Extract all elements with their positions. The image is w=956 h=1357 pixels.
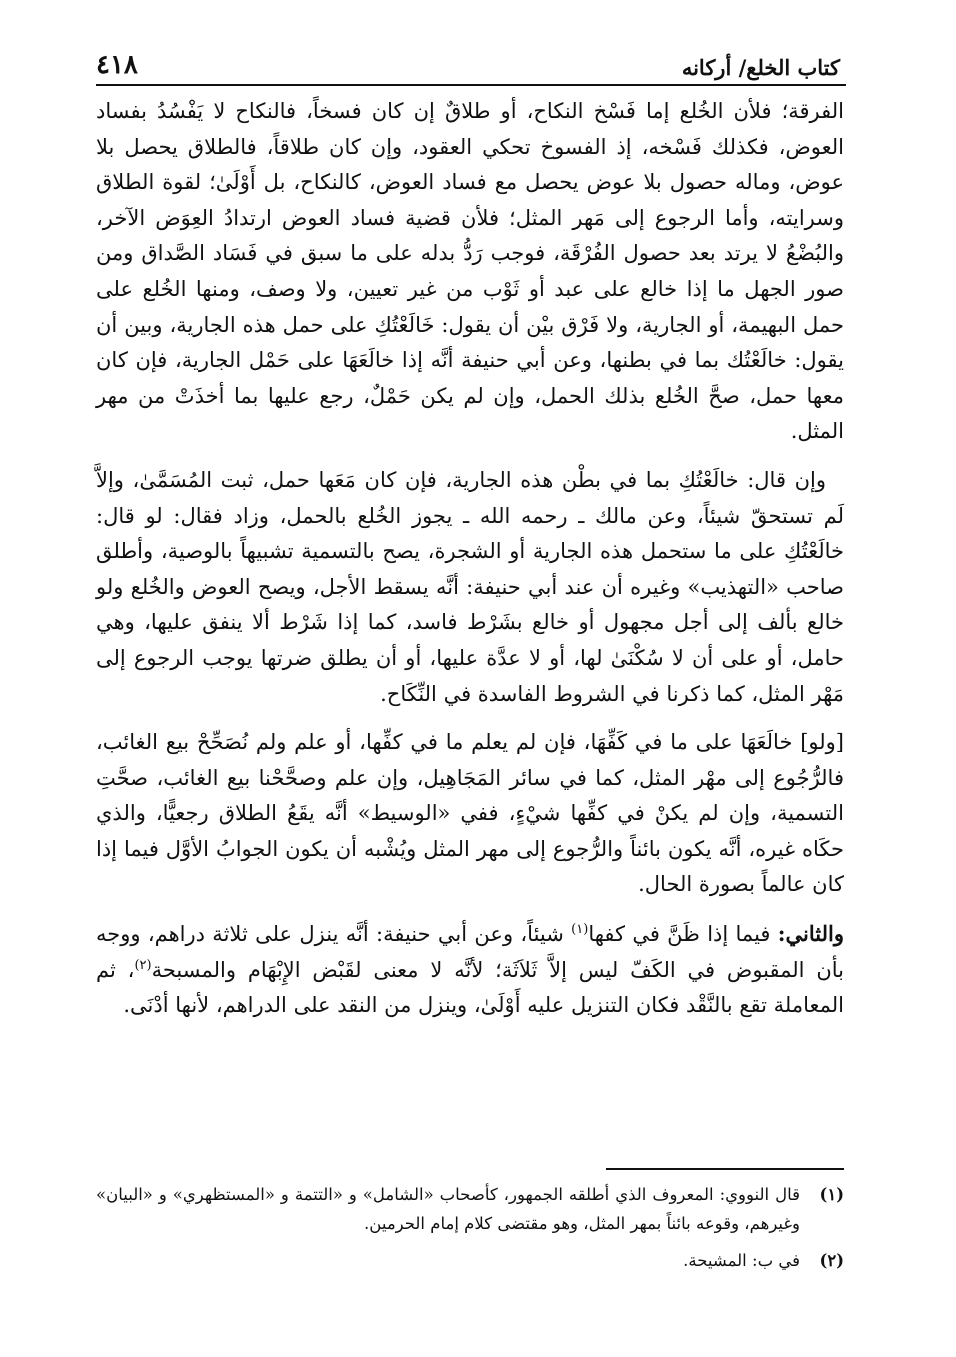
paragraph [96, 916, 844, 1024]
paragraph: الفرقة؛ فلأن الخُلع إما فَسْخ النكاح، أو طلاقٌ إن كان فسخاً، فالنكاح لا يَفْسُدُ بفساد العوض، فكذلك فَسْخه، إذ الفسوخ تحكي العقود، وإن كان طلاقاً، فالطلاق يحصل بلا عوض، وماله حصول بلا عوض يحصل مع فساد العوض، كالنكاح، بل أَوْلَىٰ؛ لقوة الطلاق وسرايته، وأما الرجوع إلى مَهر المثل؛ فلأن قضية فساد العوض ارتدادُ العِوَض الآخر، والبُضْعُ لا يرتد بعد حصول الفُرْقَة، فوجب رَدُّ بدله على ما سبق في فَسَاد الصَّداق ومن صور الجهل ما إذا خالع على عبد أو ثَوْب من غير تعيين، ولا وصف، ومنها الخُلع على حمل البهيمة، أو الجارية، ولا فَرْق بيْن أن يقول: خَالَعْتُكِ على حمل هذه الجارية، وبين أن يقول: خالَعْتُك بما في بطنها، وعن أبي حنيفة أنَّه إذا خالَعَهَا على حَمْل الجارية، فإن كان معها حمل، صحَّ الخُلع بذلك الحمل، وإن لم يكن حَمْلٌ، رجع عليها بما أخذَتْ من مهر المثل. [96, 99, 844, 444]
book-title: كتاب الخلع/ أركانه [681, 55, 840, 80]
footnote-text: قال النووي: المعروف الذي أطلقه الجمهور، كأصحاب «الشامل» و «التتمة و «المستظهري» و «البيان» وغيرهم، وقوعه بائناً بمهر المثل، وهو مقتضى كلام إمام الحرمين. [96, 1185, 800, 1233]
paragraph-text-segment: ، ثم المعاملة تقع بالنَّقْد فكان التنزيل عليه أَوْلَىٰ، وينزل من النقد على الدراهم، لأنها أدْنَى. [96, 957, 844, 1018]
footnote-ref-1[interactable]: (١) [571, 922, 589, 938]
footnote-separator [606, 1168, 844, 1170]
paragraph: [ولو] خالَعَهَا على ما في كَفِّهَا، فإن لم يعلم ما في كفِّها، أو علم ولم نُصَحِّحْ بيع الغائب، فالرُّجُوع إلى مهْر المثل، كما في سائر المَجَاهِيل، وإن علم وصحَّحْنا بيع الغائب، صحَّتِ التسمية، وإن لم يكنْ في كفِّها شيْءٍ، ففي «الوسيط» أنَّه يقَعُ الطلاق رجعيًّا، والذي حكَاه غيره، أنَّه يكون بائناً والرُّجوع إلى مهر المثل ويُشْبه أن يكون الجوابُ الأوَّل فيما إذا كان عالماً بصورة الحال. [96, 730, 844, 897]
header-rule [96, 84, 846, 86]
main-text [96, 94, 844, 1037]
paragraph: وإن قال: خالَعْتُكِ بما في بطْن هذه الجارية، فإن كان مَعَها حمل، ثبت المُسَمَّىٰ، وإلاَّ لَم تستحقّ شيئاً، وعن مالك ـ رحمه الله ـ يجوز الخُلع بالحمل، وزاد فقال: لو قال: خالَعْتُكِ على ما ستحمل هذه الجارية أو الشجرة، يصح بالتسمية تشبيهاً بالوصية، وأطلق صاحب «التهذيب» وغيره أن عند أبي حنيفة: أنَّه يسقط الأجل، ويصح العوض والخُلع ولو خالع بألف إلى أجل مجهول أو خالع بشَرْط فاسد، كما إذا شَرْط ألا ينفق عليها، وهي حامل، أو على أن لا سُكْنَىٰ لها، أو لا عدَّة عليها، أو أن يطلق ضرتها يوجب الرجوع إلى مَهْر المثل، كما ذكرنا في الشروط الفاسدة في النِّكَاح. [96, 467, 844, 706]
page-number: ٤١٨ [96, 50, 138, 80]
paragraph-lead-word: والثاني: [777, 921, 844, 947]
paragraph-text-segment: شيئاً، وعن أبي حنيفة: أنَّه ينزل على ثلاثة دراهم، ووجه بأن المقبوض في الكَفّ ليس إلاَّ ثَلاَثَة؛ لأنَّه لا معنى لقَبْض الإِبْهَام والمسبحة [96, 922, 845, 982]
paragraph-text-segment: فيما إذا ظَنَّ في كفها [588, 922, 778, 947]
footnote-ref-2[interactable]: (٢) [134, 957, 152, 973]
footnote-text: في ب: المشيحة. [683, 1251, 800, 1270]
footnotes [96, 1180, 844, 1283]
footnote-number: (٢) [819, 1251, 844, 1270]
footnote-number: (١) [819, 1185, 844, 1204]
running-head [96, 40, 840, 80]
footnote [96, 1246, 844, 1275]
footnote [96, 1180, 844, 1238]
